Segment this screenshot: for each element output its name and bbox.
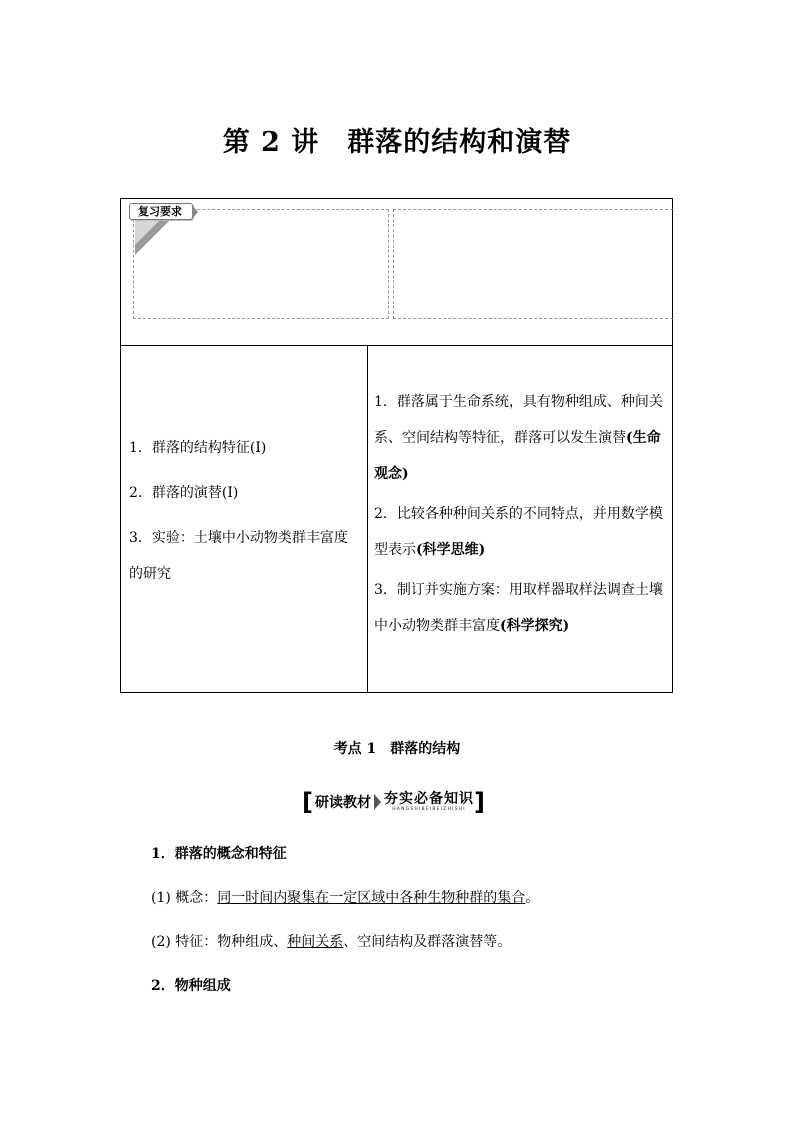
banner-arrow-icon	[374, 794, 381, 810]
section-heading: 1．群落的概念和特征	[151, 846, 287, 862]
underlined-text: 种间关系	[287, 934, 344, 950]
competency-tag: (生命观念)	[374, 430, 661, 482]
page-title: 第 2 讲 群落的结构和演替	[222, 127, 572, 158]
competency-tag: (科学探究)	[500, 618, 570, 634]
underlined-text: 同一时间内聚集在一定区域中各种生物种群的集合	[217, 890, 526, 906]
banner-right	[384, 791, 474, 813]
review-requirements-table	[120, 198, 673, 693]
bracket-right-icon: ]	[473, 788, 485, 816]
tab-arrow-icon	[192, 205, 198, 219]
features-paragraph: (2) 特征：物种组成、种间关系、空间结构及群落演替等。	[151, 934, 512, 950]
banner-pinyin: HANGSHIBEIBEIZHISHI	[392, 807, 466, 812]
exam-point-item: 1．群落的结构特征(Ⅰ)	[129, 440, 267, 456]
bracket-left-icon: [	[302, 788, 313, 816]
dashed-box-right	[393, 209, 673, 319]
section-heading: 2．物种组成	[151, 978, 231, 994]
dashed-box-left	[133, 209, 389, 319]
study-banner	[302, 787, 528, 817]
competency-item: 1．群落属于生命系统，具有物种组成、种间关系、空间结构等特征，群落可以发生演替(生命观念)	[374, 394, 663, 482]
exam-point-item: 3．实验：土壤中小动物类群丰富度的研究	[129, 530, 348, 582]
exam-point-item: 2．群落的演替(Ⅰ)	[129, 485, 239, 501]
competency-column	[368, 346, 672, 692]
exam-points-column	[121, 346, 368, 692]
banner-right-text: 夯实必备知识	[383, 791, 474, 807]
corner-decoration-inner-icon	[135, 219, 161, 245]
competency-tag: (科学思维)	[416, 542, 486, 558]
competency-item: 3．制订并实施方案：用取样器取样法调查土壤中小动物类群丰富度(科学探究)	[374, 582, 663, 634]
concept-paragraph: (1) 概念：同一时间内聚集在一定区域中各种生物种群的集合。	[151, 890, 540, 906]
exam-point-heading: 考点 1 群落的结构	[333, 741, 461, 757]
review-tab	[129, 203, 198, 220]
banner-left-text: 研读教材	[314, 795, 371, 811]
review-banner-area	[121, 199, 672, 346]
review-tab-label: 复习要求	[129, 203, 193, 220]
competency-item: 2．比较各种种间关系的不同特点，并用数学模型表示(科学思维)	[374, 506, 663, 558]
